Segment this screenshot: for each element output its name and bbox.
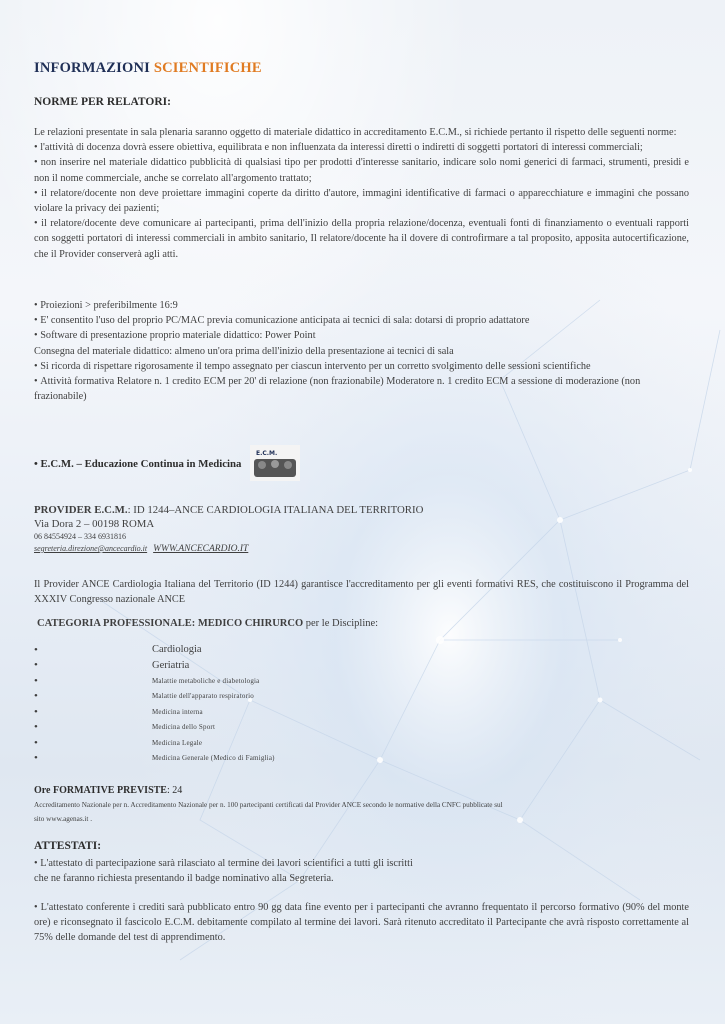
ore-value: : 24: [166, 785, 183, 796]
discipline-item: • Medicina Legale: [34, 736, 203, 749]
provider-id: : ID 1244–ANCE CARDIOLOGIA ITALIANA DEL TERRITORIO: [127, 504, 424, 516]
ecm-heading-row: [34, 445, 689, 484]
discipline-item: • Medicina Generale (Medico di Famiglia): [34, 752, 275, 765]
discipline-item: • Cardiologia: [34, 643, 202, 656]
norme-heading: NORME PER RELATORI:: [34, 96, 171, 108]
software-note: • Software di presentazione proprio materiale didattico: Power Point: [34, 328, 689, 343]
ore-line: [34, 785, 689, 796]
provider-label: PROVIDER E.C.M.: [34, 504, 128, 516]
technical-notes: [34, 298, 689, 404]
attestati-block-1: [34, 856, 689, 886]
consegna-note: Consegna del materiale didattico: almeno un'ora prima dell'inizio della presentazione ai tecnici di sala: [34, 345, 454, 357]
pc-mac-note: • E' consentito l'uso del proprio PC/MAC previa comunicazione anticipata ai tecnici di sala: dotarsi di proprio adattatore: [34, 313, 689, 328]
norme-item: • non inserire nel materiale didattico pubblicità di qualsiasi tipo per prodotti d'interesse sanitario, indicare solo nomi generici di farmaci, strumenti, presidi e non il nome commerciale, anche se correlato all'argomento trattato;: [34, 155, 689, 185]
provider-address: Via Dora 2 – 00198 ROMA: [34, 518, 155, 530]
ore-label: Ore FORMATIVE PREVISTE: [34, 785, 167, 796]
norme-block: [34, 125, 689, 262]
categoria-label: CATEGORIA PROFESSIONALE: MEDICO CHIRURCO: [37, 618, 304, 629]
svg-text:E.C.M.: E.C.M.: [256, 450, 278, 457]
ecm-heading: • E.C.M. – Educazione Continua in Medicina: [34, 458, 241, 470]
title-part-blue: INFORMAZIONI: [34, 60, 150, 76]
attestati-p2: • L'attestato conferente i crediti sarà pubblicato entro 90 gg data fine evento per i partecipanti che avranno frequentato il percorso formativo (90% del monte ore) e riconsegnato il fascicolo E.C.M. debitamente compilato al termine dei lavori. Sarà ritenuto accreditato il Partecipante che avrà risposto correttamente al 75% delle domande del test di apprendimento.: [34, 900, 689, 946]
norme-item: • il relatore/docente non deve proiettare immagini coperte da diritto d'autore, immagini identificative di farmaci o apparecchiature e immagini che possano violare la privacy dei pazienti;: [34, 186, 689, 216]
discipline-item: • Geriatria: [34, 659, 190, 672]
tempo-note: • Si ricorda di rispettare rigorosamente il tempo assegnato per ciascun intervento per un corretto svolgimento delle sessioni scientifiche: [34, 359, 689, 374]
page-title: [34, 60, 689, 77]
provider-website-link[interactable]: WWW.ANCECARDIO.IT: [153, 544, 249, 554]
provider-statement: Il Provider ANCE Cardiologia Italiana del Territorio (ID 1244) garantisce l'accreditamento per gli eventi formativi RES, che costituiscono il Programma del XXXIV Congresso nazionale ANCE: [34, 579, 689, 606]
provider-block: [34, 503, 689, 555]
provider-email-link[interactable]: segreteria.direzione@ancecardio.it: [34, 544, 148, 553]
discipline-item: • Malattie metaboliche e diabetologia: [34, 674, 260, 687]
discipline-item: • Medicina interna: [34, 705, 203, 718]
proiezioni-note: • Proiezioni > preferibilmente 16:9: [34, 298, 689, 313]
attestati-p1: • L'attestato di partecipazione sarà rilasciato al termine dei lavori scientifici a tutti gli iscritti: [34, 856, 689, 871]
ore-note: Accreditamento Nazionale per n. Accreditamento Nazionale per n. 100 partecipanti certificati dal Provider ANCE secondo le normative della CNFC pubblicate sul sito www.agenas.it .: [34, 801, 503, 823]
categoria-rest: per le Discipline:: [303, 618, 379, 629]
norme-intro: Le relazioni presentate in sala plenaria saranno oggetto di materiale didattico in accreditamento E.C.M., si richiede pertanto il rispetto delle seguenti norme:: [34, 127, 677, 138]
provider-phones: 06 84554924 – 334 6931816: [34, 532, 126, 541]
discipline-list: [34, 642, 434, 766]
categoria-line: [37, 618, 692, 629]
title-part-orange: SCIENTIFICHE: [153, 60, 262, 76]
norme-item: • l'attività di docenza dovrà essere obiettiva, equilibrata e non influenzata da interessi diretti o indiretti di soggetti portatori di interessi commerciali;: [34, 140, 689, 155]
attestati-block-2: [34, 900, 689, 946]
norme-item: • il relatore/docente deve comunicare ai partecipanti, prima dell'inizio della propria relazione/docenza, eventuali fonti di finanziamento o eventuali rapporti con soggetti portatori di interessi commerciali in ambito sanitario, Il relatore/docente ha il dovere di controfirmare a tal proposito, apposita autocertificazione, che il Provider conserverà agli atti.: [34, 216, 689, 262]
attestati-p1b: che ne faranno richiesta presentando il badge nominativo alla Segreteria.: [34, 873, 334, 885]
discipline-item: • Malattie dell'apparato respiratorio: [34, 690, 254, 703]
attestati-heading: ATTESTATI:: [34, 840, 102, 852]
discipline-item: • Medicina dello Sport: [34, 721, 216, 734]
ecm-logo: [250, 445, 300, 484]
attivita-note: • Attività formativa Relatore n. 1 credito ECM per 20' di relazione (non frazionabile) Moderatore n. 1 credito ECM a sessione di moderazione (non frazionabile): [34, 374, 689, 404]
